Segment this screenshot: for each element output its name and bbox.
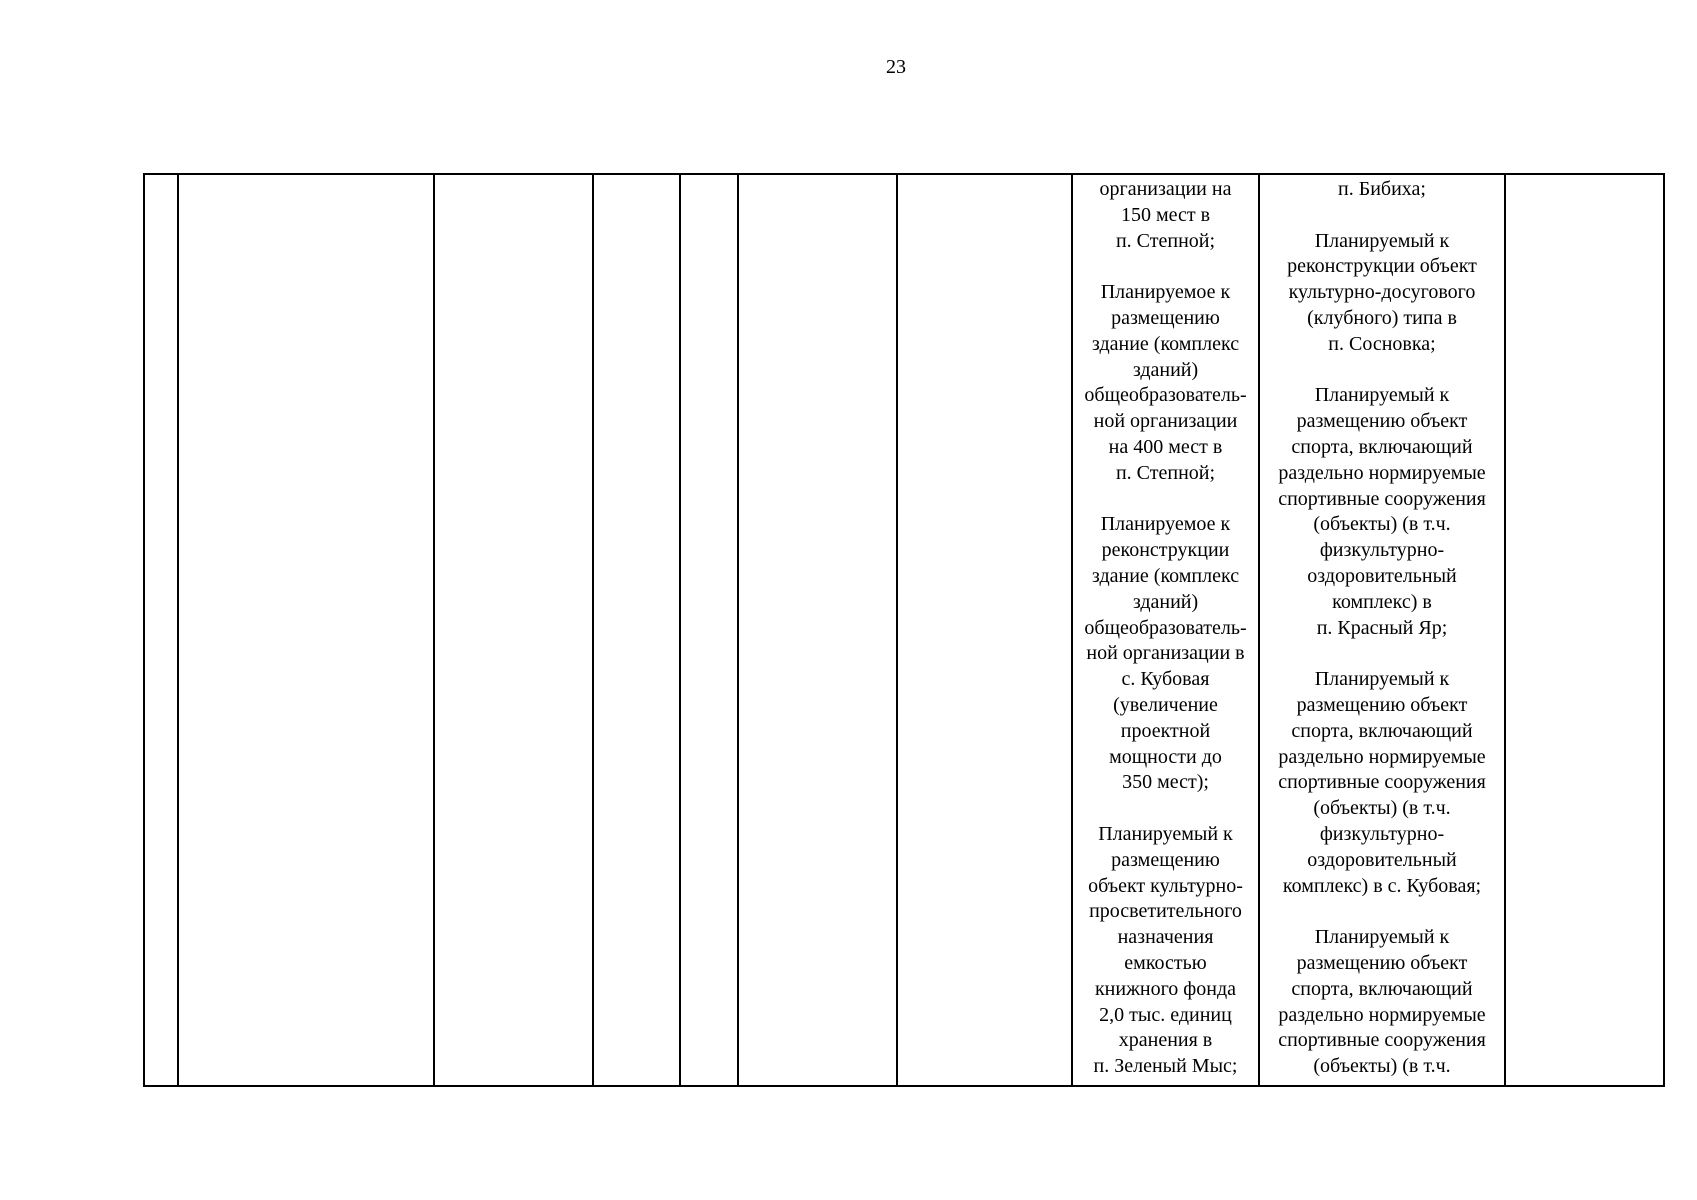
- document-table: [143, 173, 1665, 1087]
- cell-line: общеобразователь-: [1084, 384, 1247, 407]
- cell-line: (объекты) (в т.ч.: [1313, 1055, 1451, 1078]
- cell-line: п. Степной;: [1115, 229, 1216, 252]
- cell-line: физкультурно-: [1319, 822, 1445, 845]
- cell-paragraph: [1073, 512, 1258, 796]
- cell-line: Планируемое к: [1100, 513, 1231, 536]
- cell-line: п. Степной;: [1115, 461, 1216, 484]
- cell-line: ной организации: [1093, 410, 1238, 433]
- table-cell-col8: [1072, 174, 1259, 1086]
- cell-line: зданий): [1132, 358, 1199, 381]
- table-row: [144, 174, 1664, 1086]
- cell-line: п. Бибиха;: [1338, 178, 1426, 200]
- cell-line: комплекс) в: [1332, 590, 1432, 613]
- cell-line: 350 мест);: [1122, 771, 1209, 794]
- cell-paragraph: [1260, 925, 1504, 1080]
- cell-line: реконструкции объект: [1287, 255, 1477, 278]
- cell-line: проектной: [1120, 719, 1211, 742]
- cell-line: 150 мест в: [1120, 203, 1211, 226]
- cell-line: спортивные сооружения: [1278, 1029, 1486, 1052]
- cell-line: реконструкции: [1101, 539, 1230, 562]
- cell-line: физкультурно-: [1319, 539, 1445, 562]
- cell-line: размещению объект: [1296, 410, 1468, 433]
- cell-line: комплекс) в с. Кубовая;: [1282, 874, 1482, 897]
- cell-line: раздельно нормируемые: [1278, 461, 1486, 484]
- cell-line: п. Сосновка;: [1328, 332, 1436, 355]
- table-cell-col1: [144, 174, 178, 1086]
- cell-line: общеобразователь-: [1084, 616, 1247, 639]
- cell-line: оздоровительный: [1307, 564, 1457, 587]
- cell-line: 2,0 тыс. единиц: [1099, 1003, 1232, 1026]
- page-number: 23: [886, 56, 906, 78]
- cell-line: спорта, включающий: [1291, 977, 1473, 1000]
- cell-line: Планируемый к: [1314, 926, 1450, 949]
- cell-line: размещению объект: [1296, 693, 1468, 716]
- cell-line: ной организации в: [1086, 642, 1245, 665]
- cell-line: Планируемый к: [1314, 668, 1450, 691]
- cell-line: размещению: [1111, 306, 1220, 329]
- cell-line: раздельно нормируемые: [1278, 1003, 1486, 1026]
- cell-paragraph: [1073, 280, 1258, 486]
- cell-line: книжного фонда: [1094, 977, 1237, 1000]
- cell-line: п. Зеленый Мыс;: [1093, 1055, 1238, 1078]
- table-cell-col5: [680, 174, 738, 1086]
- cell-line: п. Красный Яр;: [1316, 616, 1448, 639]
- cell-line: на 400 мест в: [1108, 435, 1223, 458]
- cell-line: зданий): [1132, 590, 1199, 613]
- table-cell-col4: [593, 174, 680, 1086]
- table-cell-col10: [1505, 174, 1664, 1086]
- table-cell-col3: [434, 174, 593, 1086]
- cell-paragraph: [1073, 177, 1258, 254]
- cell-line: размещению объект: [1296, 951, 1468, 974]
- cell-line: раздельно нормируемые: [1278, 745, 1486, 768]
- cell-line: (объекты) (в т.ч.: [1313, 797, 1451, 820]
- cell-line: (клубного) типа в: [1307, 306, 1457, 329]
- cell-paragraph: [1260, 229, 1504, 358]
- cell-line: с. Кубовая: [1121, 668, 1210, 691]
- table-cell-col2: [178, 174, 434, 1086]
- cell-line: спортивные сооружения: [1278, 487, 1486, 510]
- cell-paragraph: [1260, 667, 1504, 899]
- table-cell-col9: [1259, 174, 1505, 1086]
- col8-text: [1073, 175, 1258, 1080]
- cell-line: размещению: [1111, 848, 1220, 871]
- cell-line: оздоровительный: [1307, 848, 1457, 871]
- col9-text: [1260, 175, 1504, 1080]
- cell-line: (увеличение: [1113, 693, 1218, 716]
- cell-line: спортивные сооружения: [1278, 771, 1486, 794]
- cell-line: назначения: [1117, 926, 1214, 949]
- cell-line: организации на: [1099, 178, 1232, 200]
- cell-line: спорта, включающий: [1291, 719, 1473, 742]
- cell-line: здание (комплекс: [1091, 564, 1240, 587]
- cell-line: Планируемое к: [1100, 281, 1231, 304]
- cell-line: культурно-досугового: [1288, 281, 1476, 304]
- cell-line: Планируемый к: [1098, 822, 1233, 845]
- cell-line: объект культурно-: [1088, 874, 1243, 897]
- cell-line: емкостью: [1124, 951, 1207, 974]
- cell-paragraph: [1260, 383, 1504, 641]
- table-cell-col7: [897, 174, 1072, 1086]
- table-cell-col6: [738, 174, 897, 1086]
- cell-line: здание (комплекс: [1091, 332, 1240, 355]
- cell-line: мощности до: [1109, 745, 1222, 768]
- cell-paragraph: [1073, 822, 1258, 1080]
- cell-paragraph: [1260, 177, 1504, 203]
- cell-line: спорта, включающий: [1291, 435, 1473, 458]
- cell-line: просветительного: [1089, 900, 1242, 923]
- cell-line: хранения в: [1118, 1029, 1213, 1052]
- cell-line: Планируемый к: [1314, 229, 1450, 252]
- cell-line: Планируемый к: [1314, 384, 1450, 407]
- cell-line: (объекты) (в т.ч.: [1313, 513, 1451, 536]
